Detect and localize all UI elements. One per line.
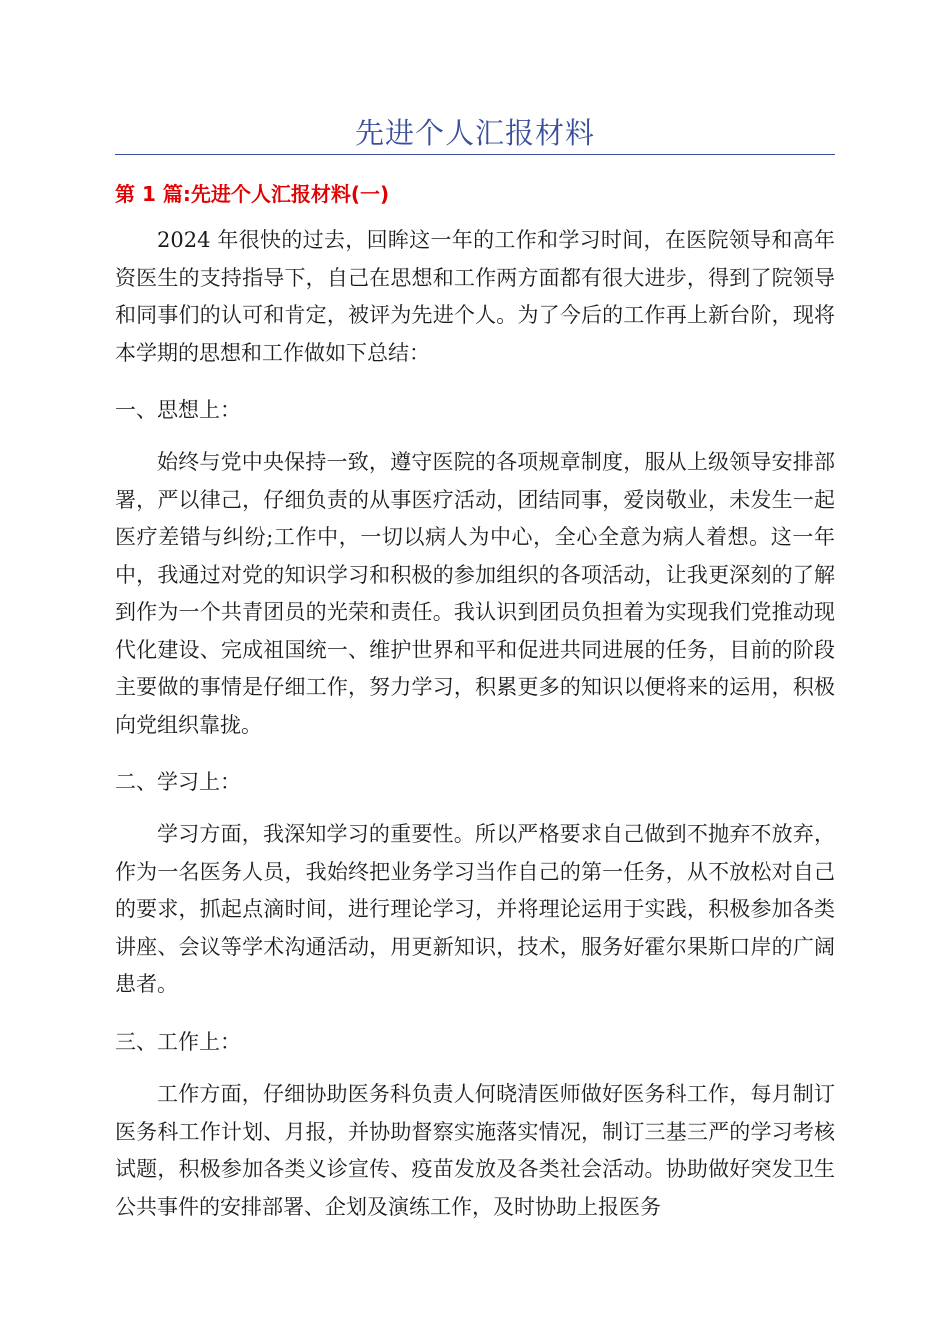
study-heading: 二、学习上： (115, 770, 241, 794)
document-title: 先进个人汇报材料 (354, 116, 595, 150)
title-divider (115, 154, 835, 155)
intro-paragraph: 2024 年很快的过去，回眸这一年的工作和学习时间，在医院领导和高年资医生的支持指导下，自己在思想和工作两方面都有很大进步，得到了院领导和同事们的认可和肯定，被评为先进个人。为了今后的工作再上新台阶，现将本学期的思想和工作做如下总结： (115, 228, 835, 365)
work-paragraph: 工作方面，仔细协助医务科负责人何晓清医师做好医务科工作，每月制订医务科工作计划、月报，并协助督察实施落实情况，制订三基三严的学习考核试题，积极参加各类义诊宣传、疫苗发放及各类社会活动。协助做好突发卫生公共事件的安排部署、企划及演练工作，及时协助上报医务 (115, 1082, 835, 1219)
study-paragraph: 学习方面，我深知学习的重要性。所以严格要求自己做到不抛弃不放弃，作为一名医务人员，我始终把业务学习当作自己的第一任务，从不放松对自己的要求，抓起点滴时间，进行理论学习，并将理论运用于实践，积极参加各类讲座、会议等学术沟通活动，用更新知识，技术，服务好霍尔果斯口岸的广阔患者。 (115, 822, 835, 996)
thought-heading: 一、思想上： (115, 398, 241, 422)
thought-paragraph: 始终与党中央保持一致，遵守医院的各项规章制度，服从上级领导安排部署，严以律己，仔细负责的从事医疗活动，团结同事，爱岗敬业，未发生一起医疗差错与纠纷;工作中，一切以病人为中心，全心全意为病人着想。这一年中，我通过对党的知识学习和积极的参加组织的各项活动，让我更深刻的了解到作为一个共青团员的光荣和责任。我认识到团员负担着为实现我们党推动现代化建设、完成祖国统一、维护世界和平和促进共同进展的任务，目前的阶段主要做的事情是仔细工作，努力学习，积累更多的知识以便将来的运用，积极向党组织靠拢。 (115, 450, 835, 737)
section-heading: 第 1 篇:先进个人汇报材料(一) (115, 182, 390, 206)
work-heading: 三、工作上： (115, 1030, 241, 1054)
